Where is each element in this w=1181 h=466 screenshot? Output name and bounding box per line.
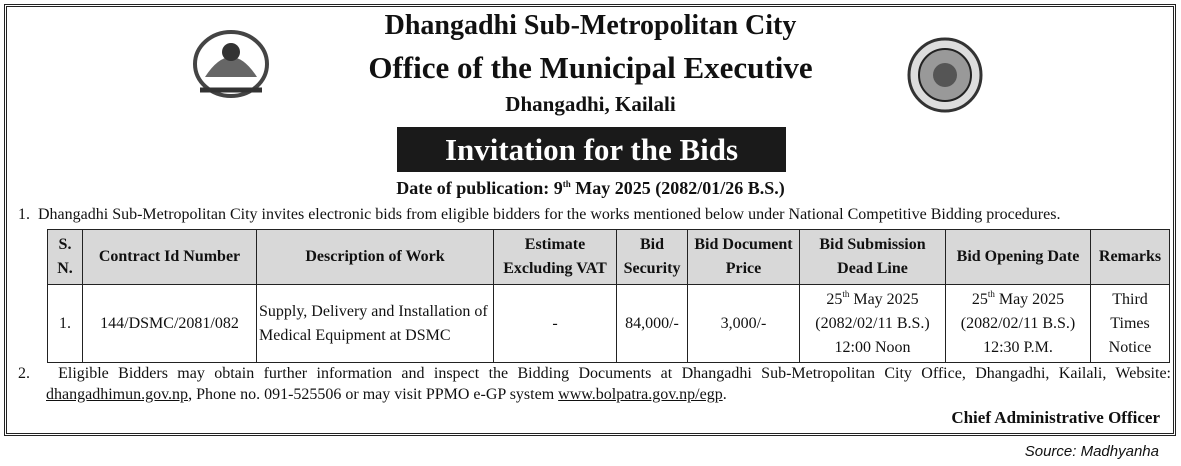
col-contract-id: Contract Id Number: [83, 230, 257, 285]
cell-doc-price: 3,000/-: [688, 285, 800, 363]
cell-description: Supply, Delivery and Installation of Medical Equipment at DSMC: [257, 285, 494, 363]
cell-contract-id: 144/DSMC/2081/082: [83, 285, 257, 363]
website-link[interactable]: dhangadhimun.gov.np: [46, 386, 189, 403]
paragraph-1: 1. Dhangadhi Sub-Metropolitan City invites electronic bids from eligible bidders for the works mentioned below under National Competitive Bidding procedures.: [18, 206, 1061, 223]
cell-bid-security: 84,000/-: [617, 285, 688, 363]
col-submission: Bid Submission Dead Line: [800, 230, 946, 285]
table-row: [48, 285, 1170, 363]
cell-sn: 1.: [48, 285, 83, 363]
col-bid-security: Bid Security: [617, 230, 688, 285]
egp-link[interactable]: www.bolpatra.gov.np/egp: [558, 386, 723, 403]
notice-title: Invitation for the Bids: [397, 127, 786, 172]
cell-estimate: -: [494, 285, 617, 363]
publication-date: Date of publication: 9th May 2025 (2082/01/26 B.S.): [396, 178, 785, 198]
cell-submission: 25th May 2025 (2082/02/11 B.S.) 12:00 Noon: [800, 285, 946, 363]
col-sn: S. N.: [48, 230, 83, 285]
col-opening: Bid Opening Date: [946, 230, 1091, 285]
office-location: Dhangadhi, Kailali: [505, 92, 676, 116]
paragraph-2: 2. Eligible Bidders may obtain further information and inspect the Bidding Documents at Dhangadhi Sub-Metropolitan City Office, Dhangadhi, Kailali, Website: dhangadhimun.gov.np, Phone no. 091-525506 or may visit PPMO e-GP system www.bolpatra.gov.np/egp.: [18, 365, 1171, 403]
col-remarks: Remarks: [1091, 230, 1170, 285]
office-name: Office of the Municipal Executive: [368, 50, 813, 85]
city-name: Dhangadhi Sub-Metropolitan City: [384, 10, 797, 41]
bids-table: [47, 229, 1170, 363]
col-estimate: Estimate Excluding VAT: [494, 230, 617, 285]
cell-remarks: Third Times Notice: [1091, 285, 1170, 363]
col-doc-price: Bid Document Price: [688, 230, 800, 285]
cell-opening: 25th May 2025 (2082/02/11 B.S.) 12:30 P.M.: [946, 285, 1091, 363]
col-description: Description of Work: [257, 230, 494, 285]
table-header-row: [48, 230, 1170, 285]
signatory: Chief Administrative Officer: [951, 408, 1160, 427]
source-credit: Source: Madhyanha: [1024, 443, 1159, 460]
